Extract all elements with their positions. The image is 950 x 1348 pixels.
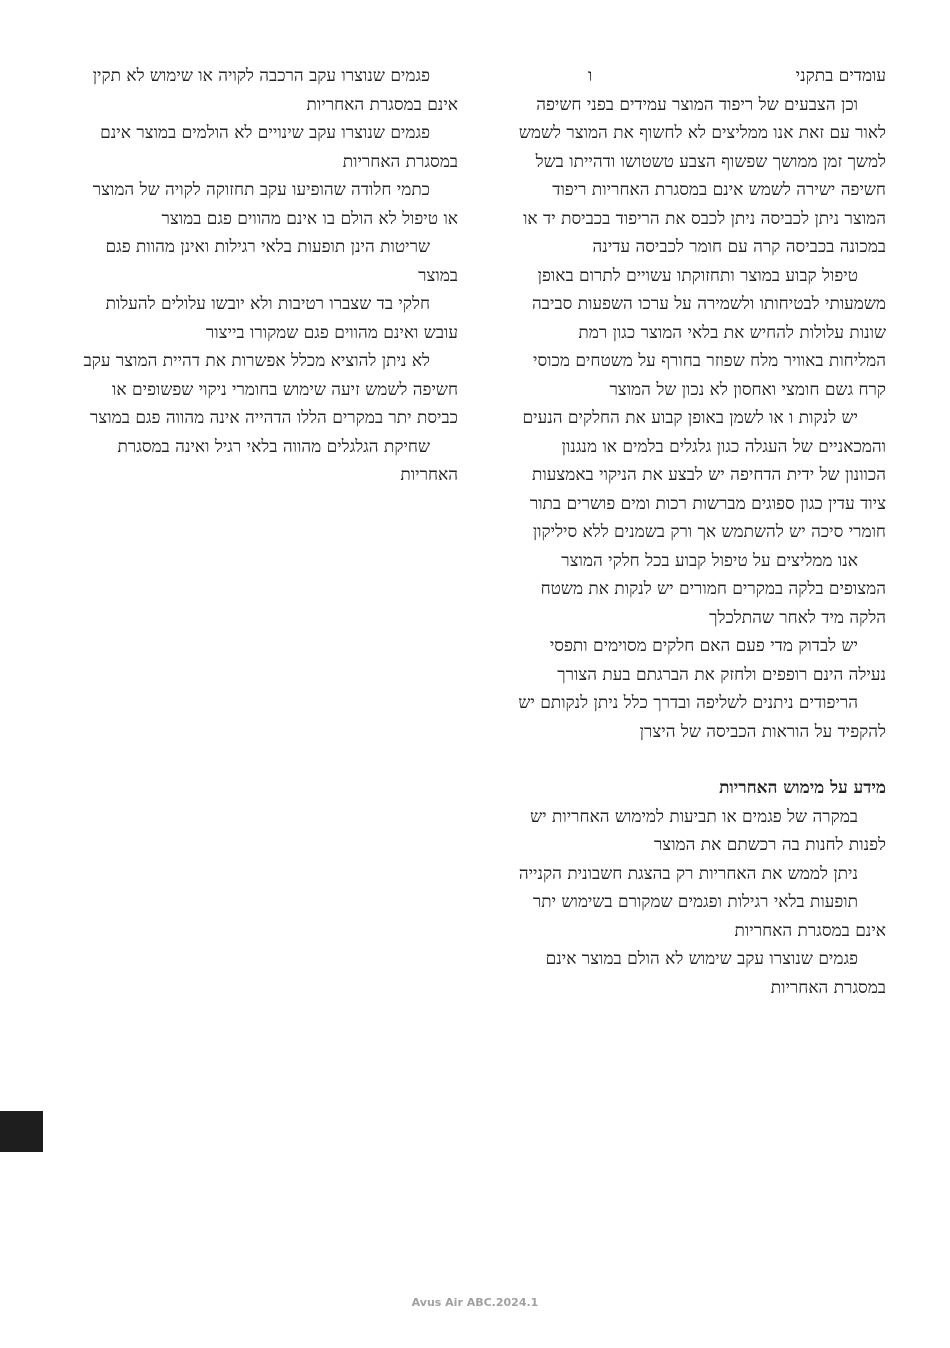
paragraph-mold: חלקי בד שצברו רטיבות ולא יובשו עלולים להעלות עובש ואינם מהווים פגם שמקורו בייצור [105, 294, 458, 343]
paragraph-fasteners: יש לבדוק מדי פעם האם חלקים מסוימים ותפסי נעילה הינם רופפים ולחזק את הברגתם בעת הצורך [549, 636, 886, 685]
paragraph-rust: כתמי חלודה שהופיעו עקב תחזוקה לקויה של המוצר או טיפול לא הולם בו אינם מהווים פגם במוצר [92, 180, 458, 229]
right-column [518, 62, 886, 1002]
paragraph-modification-defects: פגמים שנוצרו עקב שינויים לא הולמים במוצר אינם במסגרת האחריות [100, 123, 458, 172]
standards-conjunction: ו [588, 66, 593, 86]
paragraph-warranty-misuse: פגמים שנוצרו עקב שימוש לא הולם במוצר אינם במסגרת האחריות [545, 949, 886, 998]
page-tab-marker [0, 1111, 43, 1152]
paragraph-warranty-invoice: ניתן לממש את האחריות רק בהצגת חשבונית הקנייה [518, 863, 858, 884]
standards-line [518, 62, 886, 91]
paragraph-warranty-claims: במקרה של פגמים או תביעות למימוש האחריות יש לפנות לחנות בה רכשתם את המוצר [530, 806, 886, 855]
paragraph-fading: לא ניתן להוציא מכלל אפשרות את דהיית המוצר עקב חשיפה לשמש זיעה שימוש בחומרי ניקוי שפשופים או כביסת יתר במקרים הללו הדהייה אינה מהווה פגם במוצר [83, 351, 458, 428]
paragraph-assembly-defects: פגמים שנוצרו עקב הרכבה לקויה או שימוש לא תקין אינם במסגרת האחריות [92, 66, 458, 115]
paragraph-lacquer: אנו ממליצים על טיפול קבוע בכל חלקי המוצר המצופים בלקה במקרים חמורים יש לנקות את משטח הלקה מיד לאחר שהתלכלך [540, 550, 886, 628]
paragraph-maintenance: טיפול קבוע במוצר ותחזוקתו עשויים לתרום באופן משמעותי לבטיחותו ולשמירה על ערכו השפעות סביבה שונות עלולות להחיש את בלאי המוצר כגון רמת המליחות באוויר מלח שפוזר בחורף על משטחים מכוסי קרח גשם חומצי ואחסון לא נכון של המוצר [532, 265, 886, 400]
paragraph-lubrication: יש לנקות ו או לשמן באופן קבוע את החלקים הנעים והמכאניים של העגלה כגון גלגלים בלמים או מנגנון הכוונון של ידית הדחיפה יש לבצע את הניקוי באמצעות ציוד עדין כגון ספוגים מברשות רכות ומים פושרים בתור חומרי סיכה יש להשתמש אך ורק בשמנים ללא סיליקון [522, 408, 886, 542]
paragraph-warranty-wear: תופעות בלאי רגילות ופגמים שמקורם בשימוש יתר אינם במסגרת האחריות [532, 892, 886, 941]
paragraph-upholstery-colors: וכן הצבעים של ריפוד המוצר עמידים בפני חשיפה לאור עם זאת אנו ממליצים לא לחשוף את המוצר לשמש למשך זמן ממושך שפשוף הצבע טשטושו ודהייתו בשל חשיפה ישירה לשמש אינם במסגרת האחריות ריפוד המוצר ניתן לכביסה ניתן לכבס את הריפוד בכביסת יד או במכונה בכביסה קרה עם חומר לכביסה עדינה [518, 94, 886, 257]
footer-doc-code: Avus Air ABC.2024.1 [411, 1296, 539, 1309]
standards-text: עומדים בתקני [795, 66, 886, 86]
paragraph-removable-upholstery: הריפודים ניתנים לשליפה ובדרך כלל ניתן לנקותם יש להקפיד על הוראות הכביסה של היצרן [518, 693, 886, 742]
paragraph-scratches: שריטות הינן תופעות בלאי רגילות ואינן מהוות פגם במוצר [105, 237, 458, 286]
left-column [80, 62, 458, 490]
paragraph-wheel-wear: שחיקת הגלגלים מהווה בלאי רגיל ואינה במסגרת האחריות [117, 436, 458, 485]
warranty-heading: מידע על מימוש האחריות [719, 778, 886, 798]
